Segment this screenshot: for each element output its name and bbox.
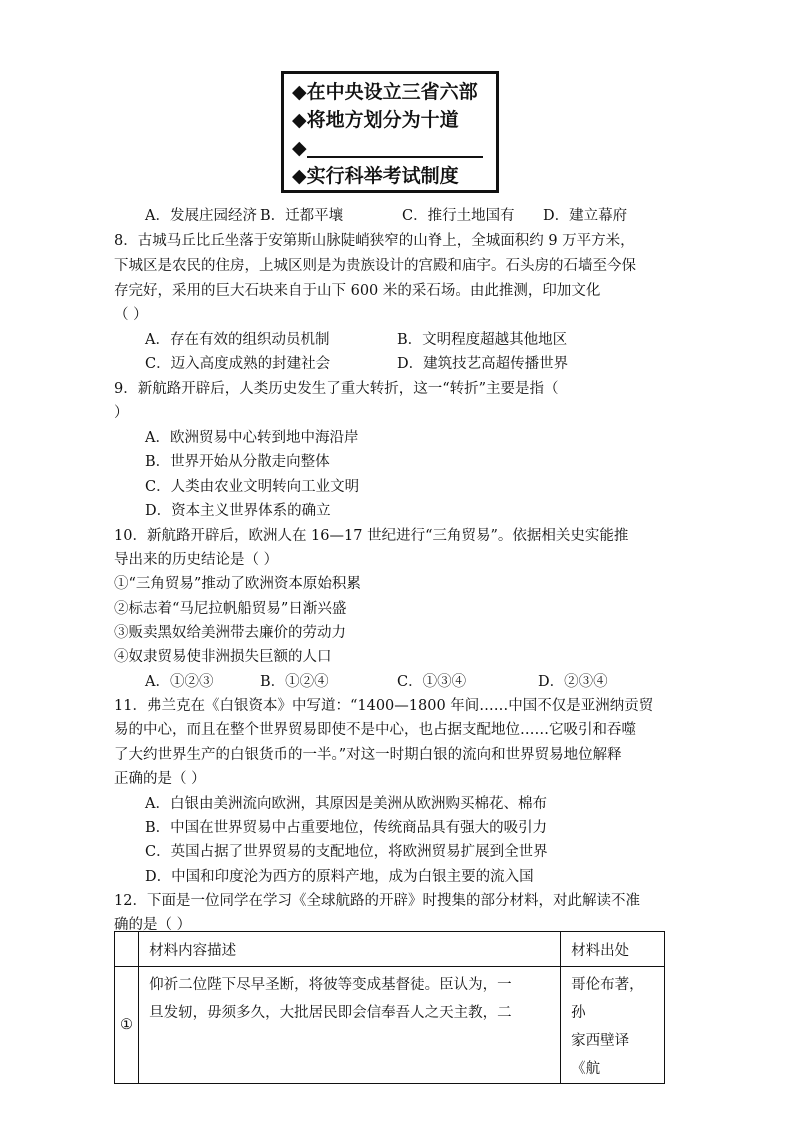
q8-answer-blank: （ ） [114,307,148,323]
header-cell-content: 材料内容描述 [139,932,561,967]
option-a: A．存在有效的组织动员机制 [145,332,330,348]
policy-item-blank: ◆ [292,134,488,162]
option-b: B．①②④ [260,674,329,690]
q12-stem-line: 确的是（ ） [114,917,192,933]
blank-rule [307,140,483,158]
option-d: D．②③④ [538,674,608,690]
policy-item: ◆实行科举考试制度 [292,165,459,187]
policy-item: ◆将地方划分为十道 [292,109,459,131]
q10-stem-line: 导出来的历史结论是（ ） [114,552,279,568]
row-source-line: 哥伦布著，孙 [571,977,644,1021]
table-header-row [115,932,665,967]
option-d: D．资本主义世界体系的确立 [145,503,331,519]
row-content-line: 仰祈二位陛下尽早圣断，将彼等变成基督徒。臣认为，一 [149,977,512,993]
row-content [139,967,561,1084]
q8-options-row2 [145,355,568,373]
option-c: C．人类由农业文明转向工业文明 [145,479,360,495]
header-cell-source: 材料出处 [561,932,665,967]
option-a: A．发展庄园经济 [145,208,257,224]
q11-stem-line: 11．弗兰克在《白银资本》中写道：“1400—1800 年间……中国不仅是亚洲纳贡贸 [114,698,654,714]
q9-stem-line: 9．新航路开辟后，人类历史发生了重大转折，这一“转折”主要是指（ [114,381,559,397]
option-b: B．迁都平壤 [260,208,344,224]
option-b: B．世界开始从分散走向整体 [145,454,330,470]
option-a: A．欧洲贸易中心转到地中海沿岸 [145,430,359,446]
option-d: D．建立幕府 [543,208,628,224]
option-a: A．白银由美洲流向欧洲，其原因是美洲从欧洲购买棉花、棉布 [145,796,547,812]
option-c: C．推行土地国有 [402,208,515,224]
statement-4: ④奴隶贸易使非洲损失巨额的人口 [114,649,332,665]
header-cell-index [115,932,139,967]
row-content-line: 旦发轫，毋须多久，大批居民即会信奉吾人之天主教，二 [149,1005,512,1021]
q12-stem-line: 12．下面是一位同学在学习《全球航路的开辟》时搜集的部分材料，对此解读不准 [114,893,640,909]
table-row [115,967,665,1084]
option-a: A．①②③ [145,674,214,690]
row-source [561,967,665,1084]
q7-options [145,207,627,225]
q11-stem-line: 了大约世界生产的白银货币的一半。”对这一时期白银的流向和世界贸易地位解释 [114,747,622,763]
q11-stem-line: 易的中心，而且在整个世界贸易即使不是中心，也占据支配地位……它吸引和吞噬 [114,722,636,738]
row-source-line: 家西壁译《航 [571,1033,630,1077]
option-c: C．①③④ [397,674,467,690]
option-c: C．迈入高度成熟的封建社会 [145,356,331,372]
option-b: B．文明程度超越其他地区 [397,332,568,348]
option-d: D．建筑技艺高超传播世界 [397,356,569,372]
statement-1: ①“三角贸易”推动了欧洲资本原始积累 [114,576,361,592]
option-b: B．中国在世界贸易中占重要地位，传统商品具有强大的吸引力 [145,820,548,836]
statement-2: ②标志着“马尼拉帆船贸易”日渐兴盛 [114,601,347,617]
option-d: D．中国和印度沦为西方的原料产地，成为白银主要的流入国 [145,869,534,885]
option-c: C．英国占据了世界贸易的支配地位，将欧洲贸易扩展到全世界 [145,844,548,860]
policy-item: ◆在中央设立三省六部 [292,81,478,103]
statement-3: ③贩卖黑奴给美洲带去廉价的劳动力 [114,625,346,641]
q8-stem-line: 8．古城马丘比丘坐落于安第斯山脉陡峭狭窄的山脊上，全城面积约 9 万平方米， [114,233,635,249]
q8-options-row1 [145,331,567,349]
materials-table [114,931,665,1084]
q11-stem-line: 正确的是（ ） [114,771,206,787]
q8-stem-line: 下城区是农民的住房，上城区则是为贵族设计的宫殿和庙宇。石头房的石墙至今保 [114,258,636,274]
row-number: ① [115,967,139,1084]
q10-options [145,673,608,691]
q8-stem-line: 存完好，采用的巨大石块来自于山下 600 米的采石场。由此推测，印加文化 [114,283,601,299]
q9-stem-line: ） [114,405,129,421]
q10-stem-line: 10．新航路开辟后，欧洲人在 16—17 世纪进行“三角贸易”。依据相关史实能推 [114,528,629,544]
policy-list-box [281,71,499,193]
